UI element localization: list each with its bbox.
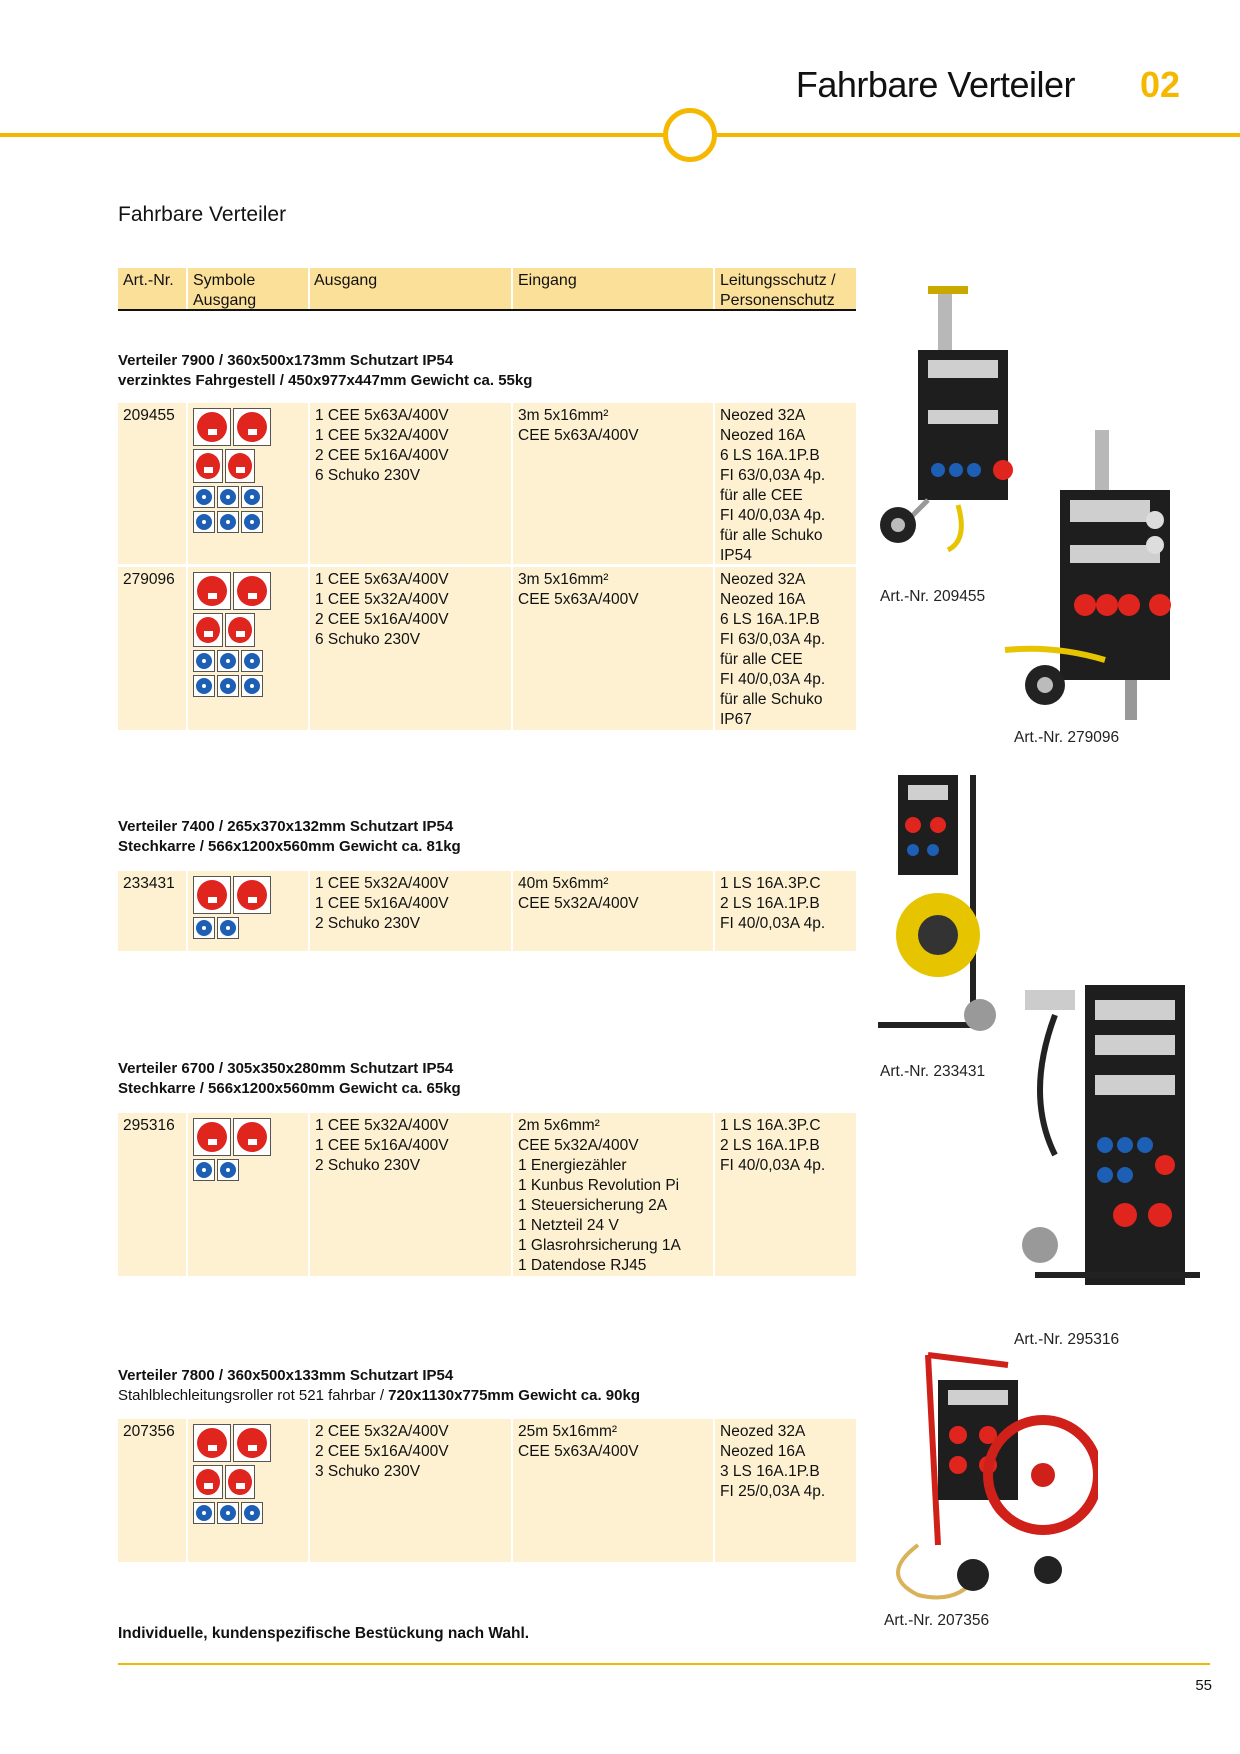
chapter-number: 02 [1139,64,1180,105]
cee-16a-icon [225,449,255,483]
group-title-7800: Verteiler 7800 / 360x500x133mm Schutzart IP54 Stahlblechleitungsroller rot 521 fahrbar / 720x1130x775mm Gewicht ca. 90kg [118,1367,640,1404]
product-label: Art.-Nr. 207356 [884,1612,990,1629]
header-schutz: Leitungsschutz / Personenschutz [720,272,836,309]
schuko-icon [241,1502,263,1524]
row-schutz: 1 LS 16A.3P.C 2 LS 16A.1P.B FI 40/0,03A 4p. [720,875,826,932]
header-rule [0,133,1240,137]
header-symbole: Symbole Ausgang [193,272,257,309]
schuko-icon [241,675,263,697]
product-image-279096 [995,420,1185,725]
group-title-7400: Verteiler 7400 / 265x370x132mm Schutzart IP54 Stechkarre / 566x1200x560mm Gewicht ca. 81kg [118,818,461,855]
row-ausgang: 1 CEE 5x63A/400V 1 CEE 5x32A/400V 2 CEE 5x16A/400V 6 Schuko 230V [315,407,449,484]
socket-symbols [193,876,271,942]
socket-symbols [193,1118,271,1184]
cee-16a-icon [225,1465,255,1499]
schuko-icon [217,675,239,697]
schuko-icon [217,486,239,508]
cee-63a-icon [193,572,231,610]
schuko-icon [217,1159,239,1181]
row-eingang: 2m 5x6mm² CEE 5x32A/400V 1 Energiezähler 1 Kunbus Revolution Pi 1 Steuersicherung 2A 1 Netzteil 24 V 1 Glasrohrsicherung 1A 1 Datendose RJ45 [518,1117,681,1274]
cee-32a-icon [193,1118,231,1156]
cee-16a-icon [233,876,271,914]
schuko-icon [193,486,215,508]
cee-63a-icon [193,408,231,446]
row-eingang: 3m 5x16mm² CEE 5x63A/400V [518,407,639,444]
cee-32a-icon [233,1424,271,1462]
header-ausgang: Ausgang [314,272,378,289]
cee-16a-icon [225,613,255,647]
cee-32a-icon [233,408,271,446]
row-eingang: 3m 5x16mm² CEE 5x63A/400V [518,571,639,608]
schuko-icon [193,511,215,533]
row-art-nr: 295316 [123,1117,175,1134]
footer-rule [118,1663,1210,1665]
cee-16a-icon [233,1118,271,1156]
schuko-icon [193,917,215,939]
product-image-233431 [868,765,1008,1055]
table-row [118,871,856,951]
schuko-icon [217,917,239,939]
socket-symbols [193,1424,271,1527]
product-label: Art.-Nr. 209455 [880,588,986,605]
row-ausgang: 1 CEE 5x32A/400V 1 CEE 5x16A/400V 2 Schuko 230V [315,875,449,932]
cee-16a-icon [193,449,223,483]
product-label: Art.-Nr. 295316 [1014,1331,1120,1348]
cee-32a-icon [193,1424,231,1462]
row-art-nr: 233431 [123,875,175,892]
cee-32a-icon [193,876,231,914]
row-art-nr: 279096 [123,571,175,588]
row-schutz: 1 LS 16A.3P.C 2 LS 16A.1P.B FI 40/0,03A 4p. [720,1117,826,1174]
product-label: Art.-Nr. 233431 [880,1063,986,1080]
page-number: 55 [1195,1677,1212,1694]
row-schutz: Neozed 32A Neozed 16A 6 LS 16A.1P.B FI 63/0,03A 4p. für alle CEE FI 40/0,03A 4p. für alle Schuko IP67 [720,571,826,728]
header-circle-ornament [663,108,717,162]
schuko-icon [241,511,263,533]
row-eingang: 25m 5x16mm² CEE 5x63A/400V [518,1423,639,1460]
socket-symbols [193,408,271,536]
row-schutz: Neozed 32A Neozed 16A 6 LS 16A.1P.B FI 63/0,03A 4p. für alle CEE FI 40/0,03A 4p. für alle Schuko IP54 [720,407,826,564]
schuko-icon [217,511,239,533]
table-row [118,567,856,730]
row-art-nr: 209455 [123,407,175,424]
socket-symbols [193,572,271,700]
schuko-icon [217,1502,239,1524]
row-ausgang: 2 CEE 5x32A/400V 2 CEE 5x16A/400V 3 Schuko 230V [315,1423,449,1480]
schuko-icon [217,650,239,672]
table-row [118,1113,856,1276]
group-title-7900: Verteiler 7900 / 360x500x173mm Schutzart IP54 verzinktes Fahrgestell / 450x977x447mm Gewicht ca. 55kg [118,352,533,389]
product-image-207356 [878,1345,1098,1615]
chapter-title: Fahrbare Verteiler [795,64,1075,105]
section-title: Fahrbare Verteiler [118,203,287,226]
group-title-6700: Verteiler 6700 / 305x350x280mm Schutzart IP54 Stechkarre / 566x1200x560mm Gewicht ca. 65kg [118,1060,461,1097]
cee-16a-icon [193,613,223,647]
table-row [118,1419,856,1562]
schuko-icon [241,486,263,508]
schuko-icon [193,650,215,672]
row-art-nr: 207356 [123,1423,175,1440]
row-ausgang: 1 CEE 5x32A/400V 1 CEE 5x16A/400V 2 Schuko 230V [315,1117,449,1174]
product-image-295316 [1015,975,1205,1315]
row-ausgang: 1 CEE 5x63A/400V 1 CEE 5x32A/400V 2 CEE 5x16A/400V 6 Schuko 230V [315,571,449,648]
schuko-icon [193,1502,215,1524]
table-header [118,268,856,311]
schuko-icon [241,650,263,672]
product-label: Art.-Nr. 279096 [1014,729,1120,746]
cee-16a-icon [193,1465,223,1499]
header-eingang: Eingang [518,272,577,289]
row-schutz: Neozed 32A Neozed 16A 3 LS 16A.1P.B FI 25/0,03A 4p. [720,1423,826,1500]
header-art-nr: Art.-Nr. [123,272,174,289]
schuko-icon [193,675,215,697]
cee-32a-icon [233,572,271,610]
table-row [118,403,856,564]
schuko-icon [193,1159,215,1181]
footer-note: Individuelle, kundenspezifische Bestückung nach Wahl. [118,1625,530,1642]
row-eingang: 40m 5x6mm² CEE 5x32A/400V [518,875,639,912]
